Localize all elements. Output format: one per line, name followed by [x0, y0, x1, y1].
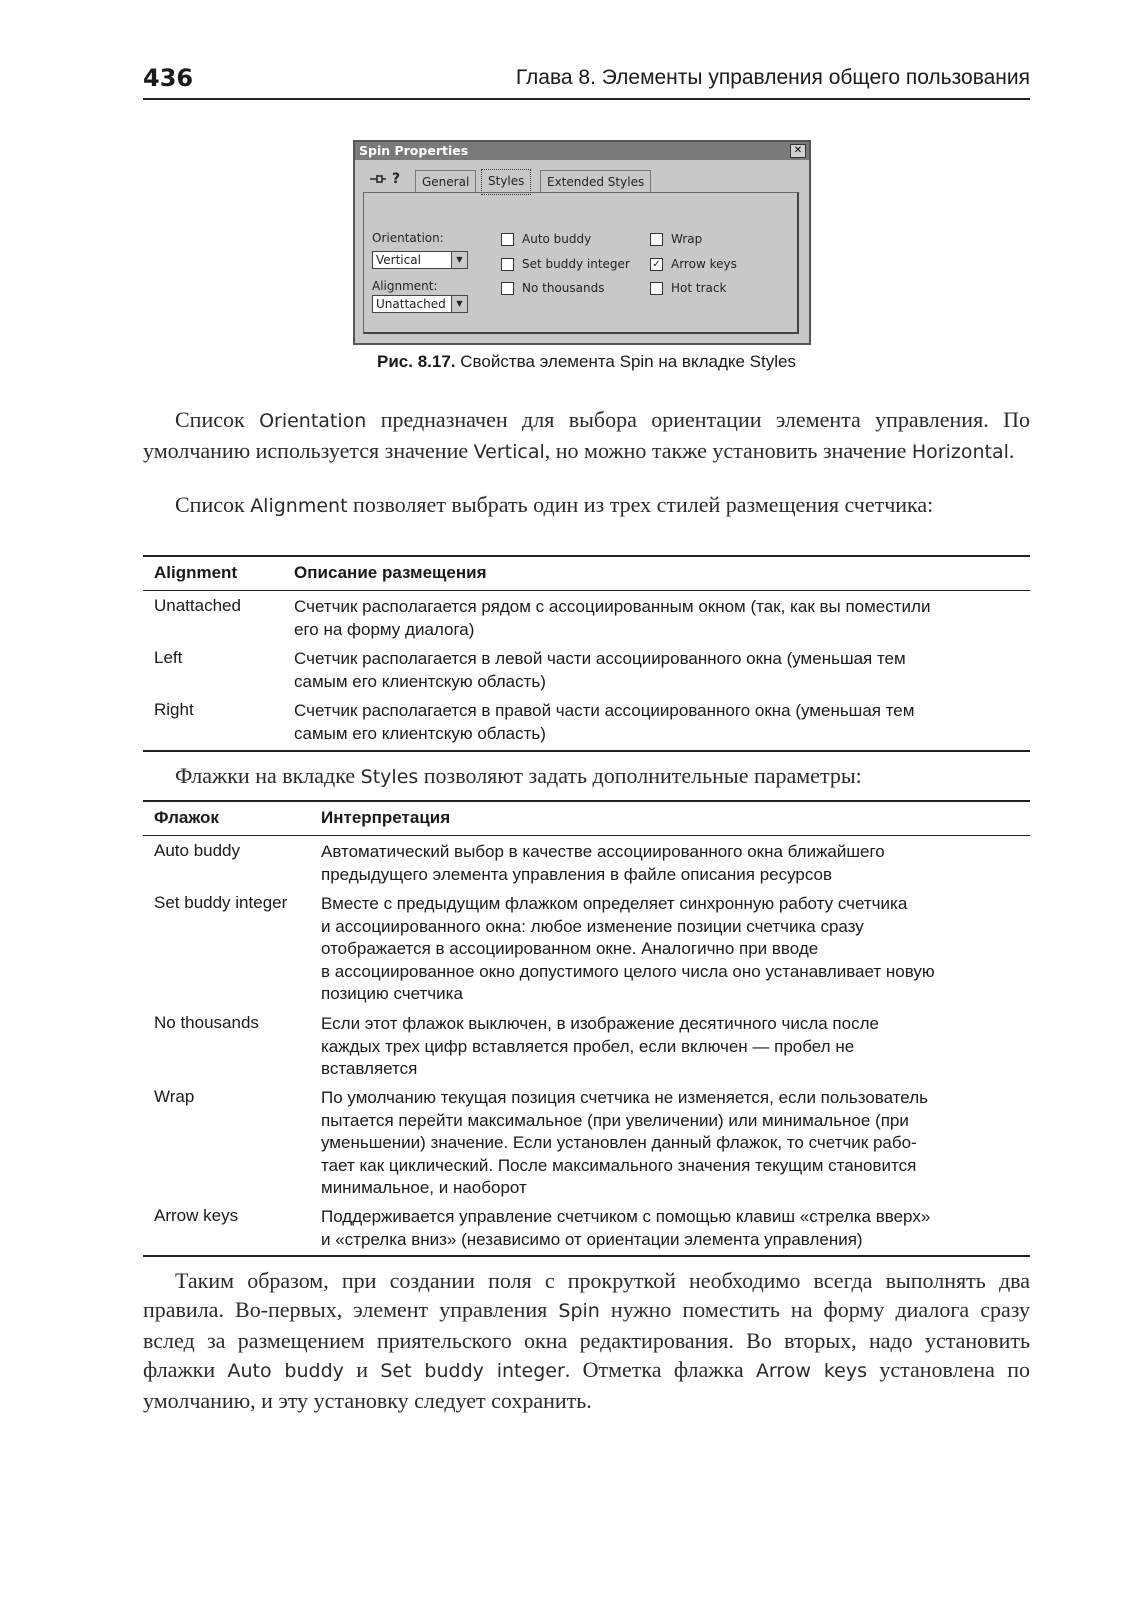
text: Список [175, 407, 260, 432]
row-name: Auto buddy [154, 841, 241, 860]
row-description [294, 700, 914, 745]
table-row [143, 841, 1030, 893]
code-term: Vertical [473, 441, 545, 463]
description-line: Если этот флажок выключен, в изображение десятичного числа после [321, 1014, 879, 1033]
description-line: и ассоциированного окна: любое изменение позиции счетчика сразу [321, 916, 864, 936]
row-name: Arrow keys [154, 1206, 239, 1225]
row-name: No thousands [154, 1013, 259, 1032]
description-line: самым его клиентскую область) [294, 671, 546, 691]
auto-buddy-checkbox[interactable] [501, 232, 591, 246]
description-line: его на форму диалога) [294, 619, 475, 639]
table-row [143, 893, 1030, 1013]
table-row [143, 648, 1030, 700]
chevron-down-icon[interactable]: ▼ [451, 296, 467, 312]
alignment-label: Alignment: [372, 279, 438, 293]
help-icon[interactable]: ? [392, 171, 401, 187]
arrow-keys-checkbox[interactable] [650, 257, 737, 271]
column-header: Интерпретация [321, 808, 451, 827]
page-header [143, 62, 1030, 100]
tab-styles[interactable]: Styles [481, 169, 531, 195]
row-description [321, 1206, 930, 1251]
description-line: По умолчанию текущая позиция счетчика не изменяется, если пользователь [321, 1088, 928, 1107]
row-description [321, 1013, 879, 1081]
description-line: Автоматический выбор в качестве ассоциированного окна ближайшего [321, 842, 885, 861]
text: . Отметка флажка [564, 1357, 756, 1382]
description-line: и «стрелка вниз» (независимо от ориентации элемента управления) [321, 1229, 863, 1249]
row-name: Left [154, 648, 183, 667]
description-line: Счетчик располагается в левой части ассоциированного окна (уменьшая тем [294, 649, 906, 668]
row-description [294, 596, 930, 641]
page-number: 436 [143, 64, 194, 92]
text: и [343, 1357, 381, 1382]
text: Список [175, 492, 251, 517]
set-buddy-integer-label: Set buddy integer [522, 257, 630, 271]
dialog-title: Spin Properties [359, 143, 469, 158]
check-mark-icon[interactable]: ✓ [650, 258, 663, 271]
description-line: Счетчик располагается в правой части ассоциированного окна (уменьшая тем [294, 701, 915, 720]
column-header: Описание размещения [294, 563, 487, 582]
table-row [143, 1087, 1030, 1206]
arrow-keys-label: Arrow keys [671, 257, 737, 271]
checkbox-box[interactable] [650, 233, 663, 246]
description-line: позицию счетчика [321, 984, 463, 1003]
description-line: тает как циклический. После максимального значения текущим становится [321, 1155, 917, 1175]
figure-label: Рис. 8.17. [377, 352, 456, 371]
description-line: вставляется [321, 1059, 418, 1078]
set-buddy-integer-checkbox[interactable] [501, 257, 630, 271]
column-header: Флажок [154, 808, 219, 827]
description-line: отображается в ассоциированном окне. Аналогично при вводе [321, 939, 819, 958]
text: Флажки на вкладке [175, 763, 361, 788]
chapter-title: Глава 8. Элементы управления общего пользования [515, 66, 1030, 89]
table-row [143, 1013, 1030, 1087]
figure-caption [143, 352, 1030, 372]
alignment-table [143, 555, 1030, 752]
row-description [321, 893, 935, 1006]
checkbox-box[interactable] [501, 282, 514, 295]
hot-track-label: Hot track [671, 281, 727, 295]
code-term: Alignment [250, 495, 348, 517]
paragraph-orientation [143, 405, 1030, 467]
description-line: каждых трех цифр вставляется пробел, если включен — пробел не [321, 1036, 855, 1056]
table-header [143, 557, 1030, 591]
row-name: Unattached [154, 596, 241, 615]
checkbox-box[interactable] [501, 233, 514, 246]
table-row [143, 596, 1030, 648]
row-name: Set buddy integer [154, 893, 288, 912]
dialog-title-bar [355, 142, 809, 160]
description-line: Счетчик располагается рядом с ассоциированным окном (так, как вы поместили [294, 597, 931, 616]
tab-extended-styles[interactable]: Extended Styles [540, 170, 651, 193]
table-row [143, 700, 1030, 748]
styles-tab-panel [363, 192, 799, 334]
orientation-label: Orientation: [372, 231, 444, 245]
text: позволяют задать дополнительные параметры: [418, 763, 862, 788]
code-term: Auto buddy [227, 1360, 344, 1382]
paragraph-conclusion [143, 1266, 1030, 1415]
text: Таким образом, при создании поля с прокруткой необходимо всегда выполнять два правила. Во-первых, элемент управления [143, 1268, 1030, 1322]
paragraph-flags [143, 761, 1030, 792]
no-thousands-label: No thousands [522, 281, 605, 295]
table-header [143, 802, 1030, 836]
text: установлена по умолчанию, и эту установку следует сохранить. [143, 1357, 1030, 1413]
row-name: Right [154, 700, 194, 719]
description-line: Вместе с предыдущим флажком определяет синхронную работу счетчика [321, 894, 908, 913]
orientation-select[interactable] [372, 251, 468, 269]
flags-table [143, 800, 1030, 1257]
alignment-select[interactable] [372, 295, 468, 313]
text: предназначен для выбора ориентации элемента управления. По умолчанию используется значение [143, 407, 1030, 463]
spin-properties-dialog [353, 140, 811, 345]
row-description [294, 648, 906, 693]
code-term: Spin [558, 1300, 600, 1322]
code-term: Styles [360, 766, 419, 788]
wrap-checkbox[interactable] [650, 232, 702, 246]
paragraph-alignment [143, 490, 1030, 521]
pin-icon[interactable] [369, 173, 387, 189]
table-row [143, 1206, 1030, 1256]
row-description [321, 841, 885, 886]
chevron-down-icon[interactable]: ▼ [451, 252, 467, 268]
description-line: Поддерживается управление счетчиком с помощью клавиш «стрелка вверх» [321, 1207, 931, 1226]
hot-track-checkbox[interactable] [650, 281, 726, 295]
row-description [321, 1087, 928, 1200]
code-term: Arrow keys [755, 1360, 867, 1382]
auto-buddy-label: Auto buddy [522, 232, 592, 246]
description-line: самым его клиентскую область) [294, 723, 546, 743]
description-line: в ассоциированное окно допустимого целого числа оно устанавливает новую [321, 961, 935, 981]
text: , но можно также установить значение [544, 438, 912, 463]
text: . [1008, 438, 1015, 463]
wrap-label: Wrap [671, 232, 703, 246]
orientation-value: Vertical [376, 253, 421, 267]
code-term: Set buddy integer [380, 1360, 565, 1382]
row-name: Wrap [154, 1087, 195, 1106]
code-term: Orientation [259, 410, 367, 432]
text: нужно поместить на форму диалога сразу вслед за размещением приятельского окна редактирования. Во вторых, надо установить флажки [143, 1297, 1030, 1382]
description-line: минимальное, и наоборот [321, 1178, 527, 1197]
description-line: уменьшении) значение. Если установлен данный флажок, то счетчик рабо- [321, 1133, 917, 1152]
close-icon[interactable]: ✕ [790, 144, 806, 158]
text: позволяет выбрать один из трех стилей размещения счетчика: [347, 492, 934, 517]
column-header: Alignment [154, 563, 238, 582]
code-term: Horizontal [911, 441, 1009, 463]
description-line: предыдущего элемента управления в файле описания ресурсов [321, 864, 833, 884]
checkbox-box[interactable] [501, 258, 514, 271]
tab-general[interactable]: General [415, 170, 476, 193]
alignment-value: Unattached [376, 297, 446, 311]
checkbox-box[interactable] [650, 282, 663, 295]
figure-text: Свойства элемента Spin на вкладке Styles [455, 352, 796, 371]
no-thousands-checkbox[interactable] [501, 281, 604, 295]
description-line: пытается перейти максимальное (при увеличении) или минимальное (при [321, 1110, 909, 1130]
